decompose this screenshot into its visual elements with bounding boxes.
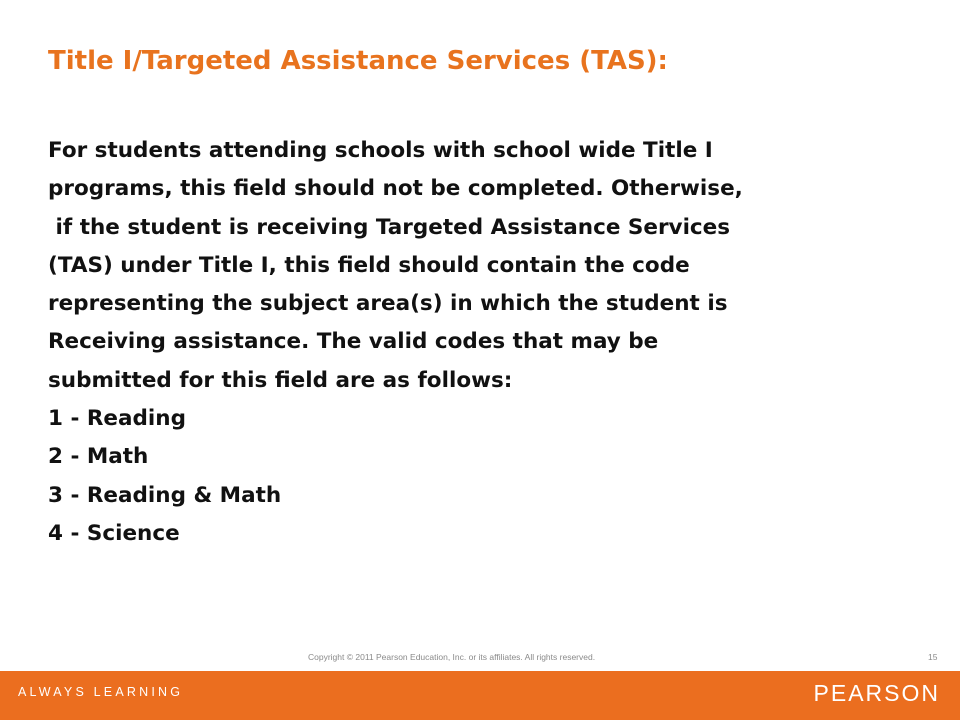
body-text	[48, 132, 928, 553]
body-line: For students attending schools with school wide Title I	[48, 138, 713, 163]
tagline: ALWAYS LEARNING	[18, 685, 184, 699]
code-item-math: 2 - Math	[48, 444, 149, 470]
body-line: if the student is receiving Targeted Assistance Services	[48, 214, 731, 240]
body-line: submitted for this field are as follows:	[48, 367, 513, 393]
slide-title: Title I/Targeted Assistance Services (TAS):	[48, 46, 668, 76]
code-item-reading-math: 3 - Reading & Math	[48, 482, 282, 508]
page-number: 15	[928, 652, 938, 662]
body-line: representing the subject area(s) in which the student is	[48, 291, 728, 317]
body-line: Receiving assistance. The valid codes that may be	[48, 329, 659, 355]
copyright-notice: Copyright © 2011 Pearson Education, Inc. or its affiliates. All rights reserved.	[308, 652, 596, 662]
footer-band	[0, 671, 960, 720]
code-item-science: 4 - Science	[48, 520, 180, 546]
pearson-logo: PEARSON	[813, 680, 940, 706]
code-item-reading: 1 - Reading	[48, 406, 186, 432]
body-line: (TAS) under Title I, this field should contain the code	[48, 252, 690, 278]
body-line: programs, this field should not be completed. Otherwise,	[48, 176, 743, 202]
